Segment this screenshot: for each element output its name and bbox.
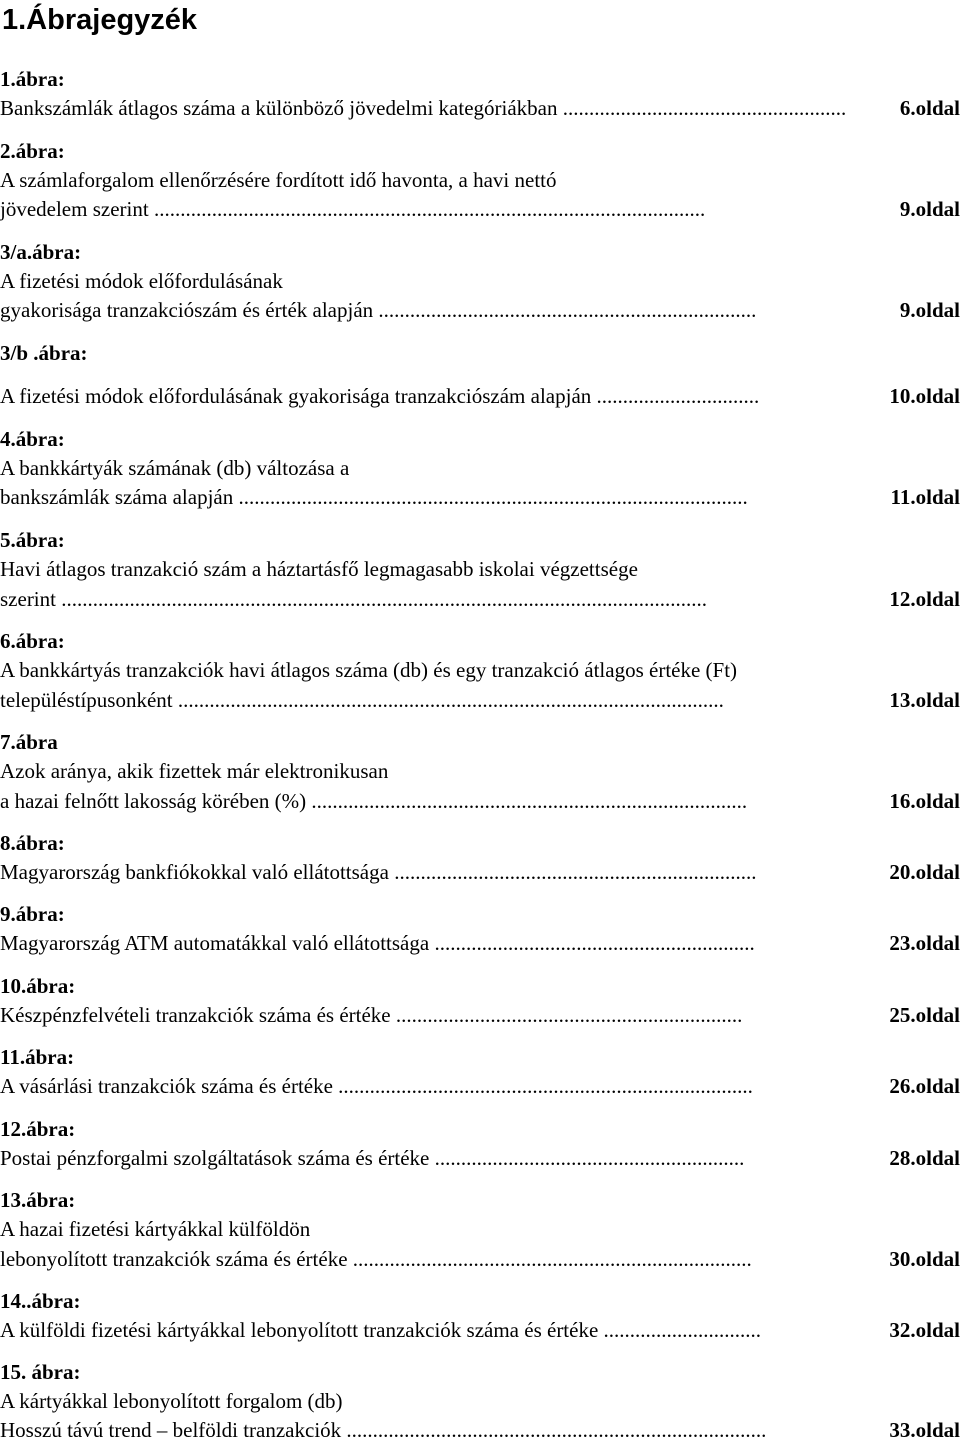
figure-label: 4.ábra:	[0, 427, 65, 451]
figure-entry-row[interactable]	[0, 94, 960, 122]
figure-entry-row[interactable]	[0, 1144, 960, 1172]
page-reference[interactable]: 28.oldal	[889, 1146, 960, 1170]
figure-caption-with-leader: Magyarország ATM automatákkal való ellátottsága .............................................................	[0, 931, 755, 955]
figure-label: 11.ábra:	[0, 1045, 75, 1069]
figure-label: 9.ábra:	[0, 902, 65, 926]
figure-caption-with-leader: gyakorisága tranzakciószám és érték alapján ........................................................................	[0, 298, 757, 322]
figure-entry-row[interactable]	[0, 1072, 960, 1100]
page-reference[interactable]: 6.oldal	[899, 96, 960, 120]
figure-entry-row[interactable]	[0, 296, 960, 324]
figure-entry-row[interactable]	[0, 787, 960, 815]
figure-label: 5.ábra:	[0, 528, 65, 552]
figure-label: 15. ábra:	[0, 1360, 81, 1384]
page-reference[interactable]: 12.oldal	[889, 587, 960, 611]
page-reference[interactable]: 9.oldal	[899, 197, 960, 221]
figure-caption-line: Azok aránya, akik fizettek már elektronikusan	[0, 759, 389, 783]
page-reference[interactable]: 9.oldal	[899, 298, 960, 322]
figure-entry-row[interactable]	[0, 483, 960, 511]
figure-entry-row[interactable]	[0, 929, 960, 957]
page-reference[interactable]: 32.oldal	[889, 1318, 960, 1342]
figure-label: 2.ábra:	[0, 139, 65, 163]
figure-entry-row[interactable]	[0, 585, 960, 613]
figure-entry-row[interactable]	[0, 686, 960, 714]
figure-entry-row[interactable]	[0, 858, 960, 886]
figure-caption-with-leader: A fizetési módok előfordulásának gyakorisága tranzakciószám alapján ...............................	[0, 384, 760, 408]
figure-caption-line: A számlaforgalom ellenőrzésére fordított idő havonta, a havi nettó	[0, 168, 557, 192]
figure-caption-with-leader: Postai pénzforgalmi szolgáltatások száma és értéke ...........................................................	[0, 1146, 745, 1170]
figure-entry-row[interactable]	[0, 382, 960, 410]
figure-caption-line: Havi átlagos tranzakció szám a háztartásfő legmagasabb iskolai végzettsége	[0, 557, 638, 581]
figure-caption-line: A bankkártyás tranzakciók havi átlagos száma (db) és egy tranzakció átlagos értéke (Ft)	[0, 658, 738, 682]
page-reference[interactable]: 11.oldal	[890, 485, 960, 509]
figure-entry-row[interactable]	[0, 1245, 960, 1273]
figure-entry-row[interactable]	[0, 195, 960, 223]
figure-caption-with-leader: szerint ...........................................................................................................................	[0, 587, 707, 611]
page-reference[interactable]: 30.oldal	[889, 1247, 960, 1271]
figure-caption-line: A hazai fizetési kártyákkal külföldön	[0, 1217, 311, 1241]
figure-caption-with-leader: Magyarország bankfiókokkal való ellátottsága .....................................................................	[0, 860, 757, 884]
figure-label: 3/a.ábra:	[0, 240, 82, 264]
page-reference[interactable]: 25.oldal	[889, 1003, 960, 1027]
figure-caption-with-leader: Bankszámlák átlagos száma a különböző jövedelmi kategóriákban ......................................................	[0, 96, 847, 120]
figure-label: 12.ábra:	[0, 1117, 76, 1141]
figure-caption-with-leader: lebonyolított tranzakciók száma és értéke ............................................................................	[0, 1247, 752, 1271]
page-reference[interactable]: 20.oldal	[889, 860, 960, 884]
figure-label: 10.ábra:	[0, 974, 76, 998]
figure-entry-row[interactable]	[0, 1316, 960, 1344]
page-reference[interactable]: 10.oldal	[889, 384, 960, 408]
figure-label: 1.ábra:	[0, 67, 65, 91]
figure-caption-line: A bankkártyák számának (db) változása a	[0, 456, 350, 480]
figure-label: 8.ábra:	[0, 831, 65, 855]
figure-caption-line: A kártyákkal lebonyolított forgalom (db)	[0, 1389, 343, 1413]
figure-label: 6.ábra:	[0, 629, 65, 653]
figure-label: 3/b .ábra:	[0, 341, 88, 365]
figure-entry-row[interactable]	[0, 1001, 960, 1029]
figure-caption-with-leader: településtípusonként ........................................................................................................	[0, 688, 724, 712]
figure-caption-with-leader: Készpénzfelvételi tranzakciók száma és értéke ..................................................................	[0, 1003, 743, 1027]
figure-entry-row[interactable]	[0, 1416, 960, 1444]
figure-caption-with-leader: A vásárlási tranzakciók száma és értéke ...............................................................................	[0, 1074, 753, 1098]
page-reference[interactable]: 13.oldal	[889, 688, 960, 712]
figure-caption-with-leader: bankszámlák száma alapján .................................................................................................	[0, 485, 748, 509]
figure-caption-with-leader: A külföldi fizetési kártyákkal lebonyolított tranzakciók száma és értéke ..............................	[0, 1318, 762, 1342]
figure-caption-line: A fizetési módok előfordulásának	[0, 269, 283, 293]
page-title: 1.Ábrajegyzék	[2, 4, 198, 36]
figure-caption-with-leader: Hosszú távú trend – belföldi tranzakciók ................................................................................	[0, 1418, 767, 1442]
figure-label: 7.ábra	[0, 730, 58, 754]
page-reference[interactable]: 16.oldal	[889, 789, 960, 813]
page-reference[interactable]: 23.oldal	[889, 931, 960, 955]
figure-label: 13.ábra:	[0, 1188, 76, 1212]
figure-caption-with-leader: jövedelem szerint .........................................................................................................	[0, 197, 706, 221]
page-reference[interactable]: 26.oldal	[889, 1074, 960, 1098]
figure-label: 14..ábra:	[0, 1289, 81, 1313]
page-reference[interactable]: 33.oldal	[889, 1418, 960, 1442]
figure-caption-with-leader: a hazai felnőtt lakosság körében (%) ...................................................................................	[0, 789, 748, 813]
